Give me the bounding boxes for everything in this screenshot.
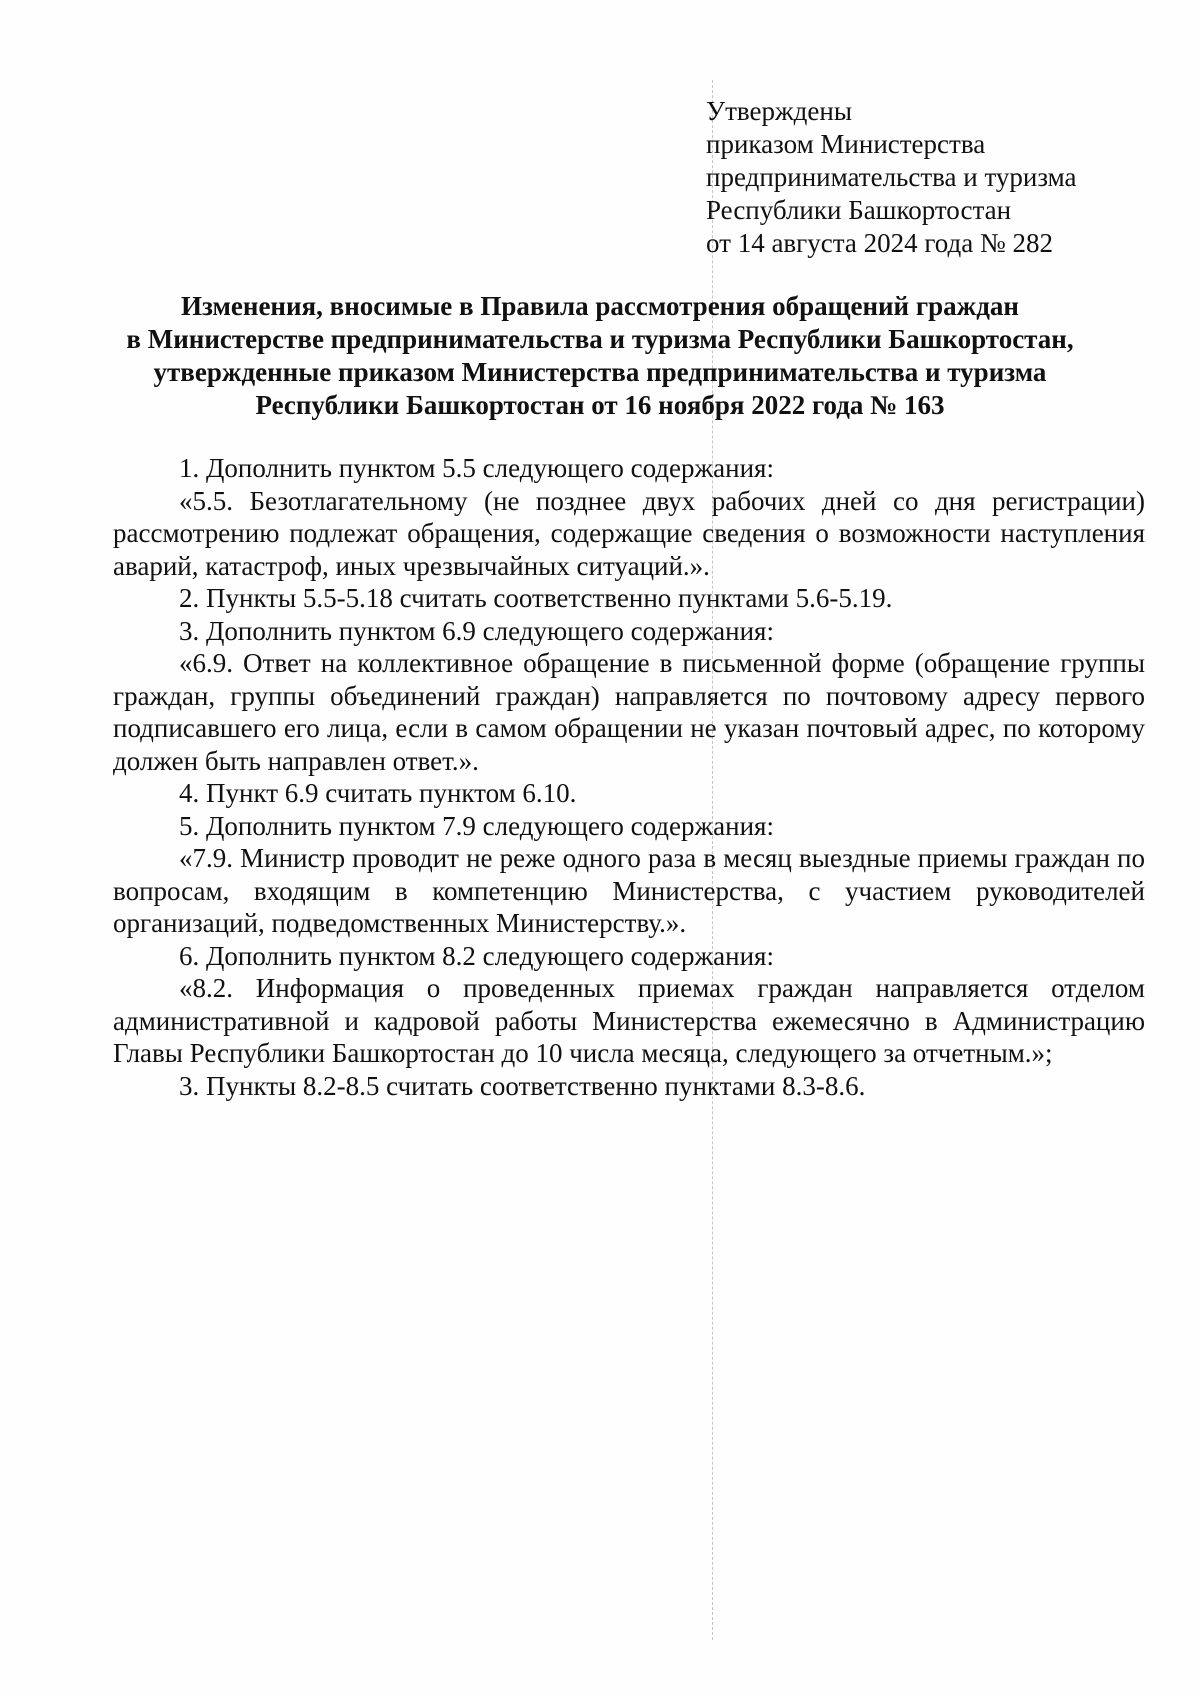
paragraph-item-3: 3. Дополнить пунктом 6.9 следующего содержания: xyxy=(179,615,774,646)
paragraph-item-4: 4. Пункт 6.9 считать пунктом 6.10. xyxy=(179,778,577,808)
approval-line: Республики Башкортостан xyxy=(706,195,1012,225)
paragraph-item-2: 2. Пункты 5.5-5.18 считать соответственно пунктами 5.6-5.19. xyxy=(179,583,893,613)
paragraph-quote-5-5: «5.5. Безотлагательному (не позднее двух рабочих дней со дня регистрации) рассмотрению подлежат обращения, содержащие сведения о возможности наступления аварий, катастроф, иных чрезвычайных ситуаций.». xyxy=(113,485,1145,581)
document-title xyxy=(100,290,1100,422)
approval-line: приказом Министерства xyxy=(706,129,986,159)
paragraph-quote-8-2: «8.2. Информация о проведенных приемах граждан направляется отделом административной и кадровой работы Министерства ежемесячно в Администрацию Главы Республики Башкортостан до 10 числа месяца, следующего за отчетным.»; xyxy=(113,973,1145,1068)
title-line: утвержденные приказом Министерства предпринимательства и туризма xyxy=(153,357,1047,387)
paragraph-item-6: 6. Дополнить пунктом 8.2 следующего содержания: xyxy=(179,940,774,971)
paragraph-item-1: 1. Дополнить пунктом 5.5 следующего содержания: xyxy=(179,453,774,483)
approval-block xyxy=(706,95,1077,260)
approval-line: предпринимательства и туризма xyxy=(706,162,1077,192)
approval-line: Утверждены xyxy=(706,96,852,126)
paragraph-quote-6-9: «6.9. Ответ на коллективное обращение в письменной форме (обращение группы граждан, группы объединений граждан) направляется по почтовому адресу первого подписавшего его лица, если в самом обращении не указан почтовый адрес, по которому должен быть направлен ответ.». xyxy=(113,648,1145,776)
paragraph-quote-7-9: «7.9. Министр проводит не реже одного раза в месяц выездные приемы граждан по вопросам, входящим в компетенцию Министерства, с участием руководителей организаций, подведомственных Министерству.». xyxy=(113,843,1145,938)
title-line: в Министерстве предпринимательства и туризма Республики Башкортостан, xyxy=(126,324,1074,354)
paragraph-item-7: 3. Пункты 8.2-8.5 считать соответственно пунктами 8.3-8.6. xyxy=(179,1070,866,1101)
approval-line: от 14 августа 2024 года № 282 xyxy=(706,228,1053,258)
title-line: Республики Башкортостан от 16 ноября 2022 года № 163 xyxy=(255,390,945,420)
paragraph-item-5: 5. Дополнить пунктом 7.9 следующего содержания: xyxy=(179,810,774,841)
document-body xyxy=(113,452,1145,1102)
title-line: Изменения, вносимые в Правила рассмотрения обращений граждан xyxy=(181,291,1019,321)
